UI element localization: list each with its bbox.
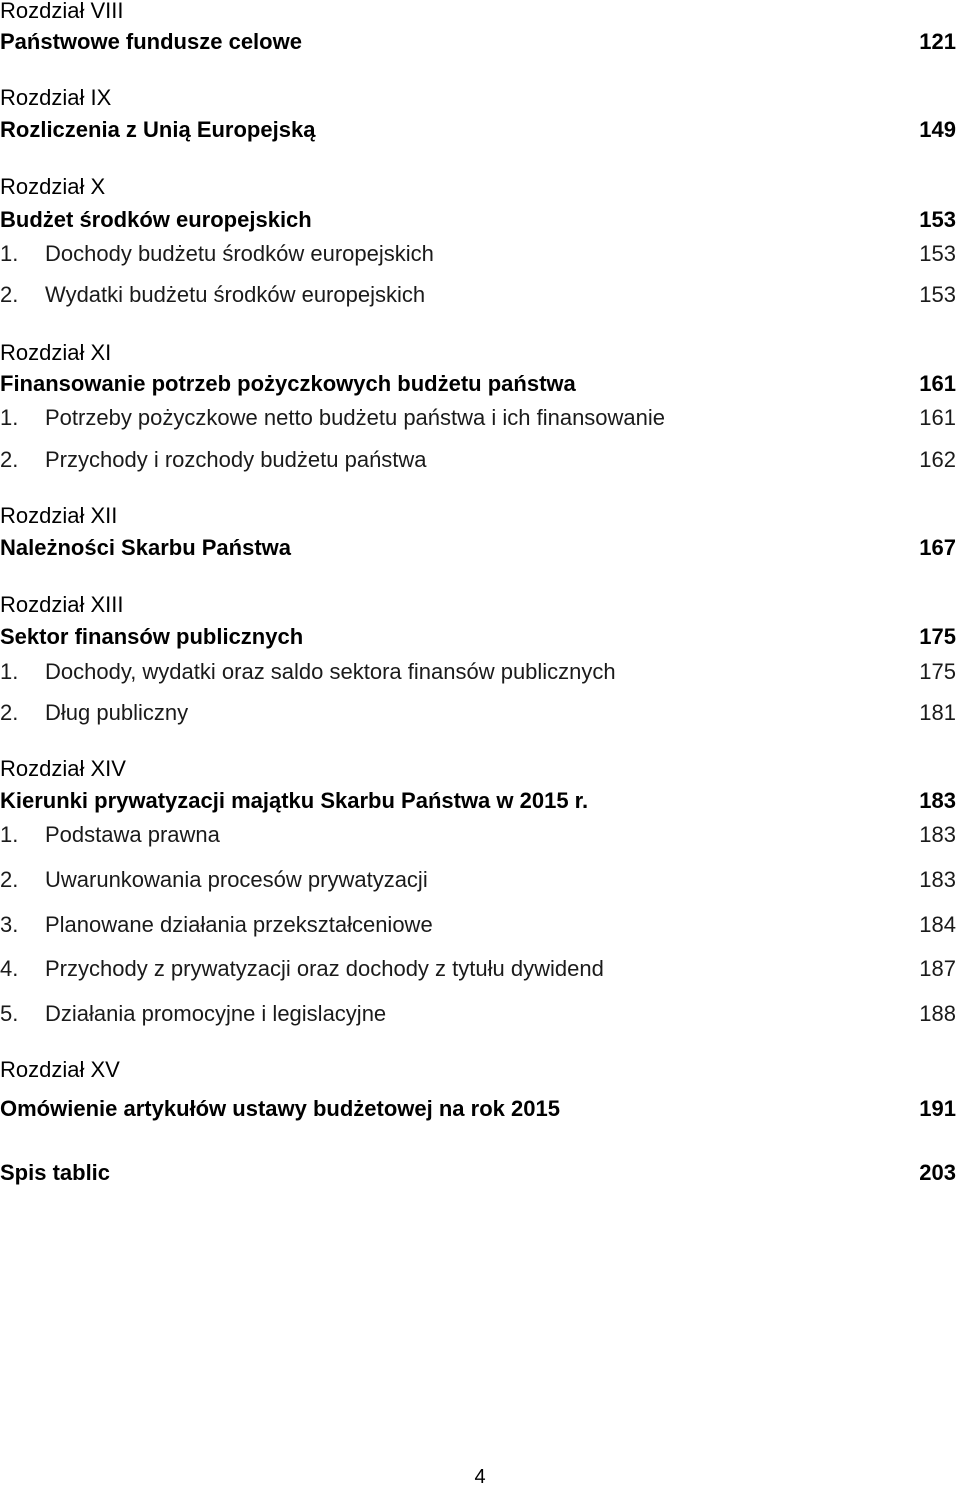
entry-page: 183: [919, 822, 956, 847]
entry-number: 2.: [0, 447, 19, 472]
entry-page: 153: [919, 241, 956, 266]
entry-page: 181: [919, 700, 956, 725]
toc-entry-title: [0, 1160, 956, 1186]
entry-text: Przychody i rozchody budżetu państwa: [45, 447, 427, 472]
entry-text: Potrzeby pożyczkowe netto budżetu państwa i ich finansowanie: [45, 405, 666, 430]
entry-text: Kierunki prywatyzacji majątku Skarbu Państwa w 2015 r.: [0, 788, 589, 813]
entry-text: Przychody z prywatyzacji oraz dochody z tytułu dywidend: [45, 956, 604, 981]
entry-text: Rozliczenia z Unią Europejską: [0, 117, 316, 142]
toc-entry-sub: [0, 822, 956, 848]
entry-text: Należności Skarbu Państwa: [0, 535, 291, 560]
entry-number: 4.: [0, 956, 19, 981]
entry-page: 184: [919, 912, 956, 937]
entry-page: 191: [919, 1096, 956, 1121]
toc-entry-sub: [0, 659, 956, 685]
toc-entry-title: [0, 371, 956, 397]
toc-entry-sub: [0, 867, 956, 893]
entry-number: 1.: [0, 405, 19, 430]
entry-text: Dochody, wydatki oraz saldo sektora finansów publicznych: [45, 659, 616, 684]
entry-text: Finansowanie potrzeb pożyczkowych budżetu państwa: [0, 371, 576, 396]
toc-entry-sub: [0, 912, 956, 938]
chapter-label: Rozdział XI: [0, 340, 112, 365]
entry-text: Działania promocyjne i legislacyjne: [45, 1001, 387, 1026]
toc-entry-title: [0, 788, 956, 814]
toc-entry-sub: [0, 700, 956, 726]
entry-page: 183: [919, 867, 956, 892]
toc-entry-sub: [0, 1001, 956, 1027]
entry-text: Uwarunkowania procesów prywatyzacji: [45, 867, 428, 892]
entry-page: 167: [919, 535, 956, 560]
entry-page: 162: [919, 447, 956, 472]
entry-number: 1.: [0, 822, 19, 847]
entry-text: Budżet środków europejskich: [0, 207, 312, 232]
entry-text: Państwowe fundusze celowe: [0, 29, 302, 54]
toc-entry-title: [0, 29, 956, 55]
entry-text: Dług publiczny: [45, 700, 189, 725]
entry-page: 188: [919, 1001, 956, 1026]
entry-page: 153: [919, 207, 956, 232]
entry-number: 1.: [0, 659, 19, 684]
chapter-label: Rozdział XIV: [0, 756, 126, 781]
entry-number: 3.: [0, 912, 19, 937]
toc-entry-sub: [0, 956, 956, 982]
entry-page: 183: [919, 788, 956, 813]
chapter-label: Rozdział XIII: [0, 592, 124, 617]
toc-entry-sub: [0, 282, 956, 308]
chapter-label: Rozdział X: [0, 174, 106, 199]
chapter-label: Rozdział XII: [0, 503, 118, 528]
entry-page: 161: [919, 371, 956, 396]
entry-page: 175: [919, 624, 956, 649]
entry-text: Omówienie artykułów ustawy budżetowej na rok 2015: [0, 1096, 560, 1121]
entry-page: 175: [919, 659, 956, 684]
entry-text: Spis tablic: [0, 1160, 111, 1185]
entry-page: 121: [919, 29, 956, 54]
entry-text: Wydatki budżetu środków europejskich: [45, 282, 426, 307]
entry-number: 2.: [0, 282, 19, 307]
entry-page: 187: [919, 956, 956, 981]
entry-number: 2.: [0, 700, 19, 725]
chapter-label: Rozdział XV: [0, 1057, 120, 1082]
entry-page: 153: [919, 282, 956, 307]
toc-entry-sub: [0, 447, 956, 473]
page-number: 4: [474, 1466, 486, 1488]
chapter-label: Rozdział VIII: [0, 0, 124, 23]
toc-entry-title: [0, 207, 956, 233]
entry-page: 161: [919, 405, 956, 430]
entry-text: Podstawa prawna: [45, 822, 220, 847]
toc-entry-title: [0, 117, 956, 143]
entry-text: Dochody budżetu środków europejskich: [45, 241, 434, 266]
entry-text: Sektor finansów publicznych: [0, 624, 304, 649]
entry-page: 203: [919, 1160, 956, 1185]
toc-entry-title: [0, 1096, 956, 1122]
chapter-label: Rozdział IX: [0, 85, 112, 110]
entry-number: 1.: [0, 241, 19, 266]
toc-entry-sub: [0, 241, 956, 267]
toc-entry-title: [0, 624, 956, 650]
entry-text: Planowane działania przekształceniowe: [45, 912, 433, 937]
toc-entry-sub: [0, 405, 956, 431]
toc-entry-title: [0, 535, 956, 561]
entry-page: 149: [919, 117, 956, 142]
entry-number: 5.: [0, 1001, 19, 1026]
entry-number: 2.: [0, 867, 19, 892]
